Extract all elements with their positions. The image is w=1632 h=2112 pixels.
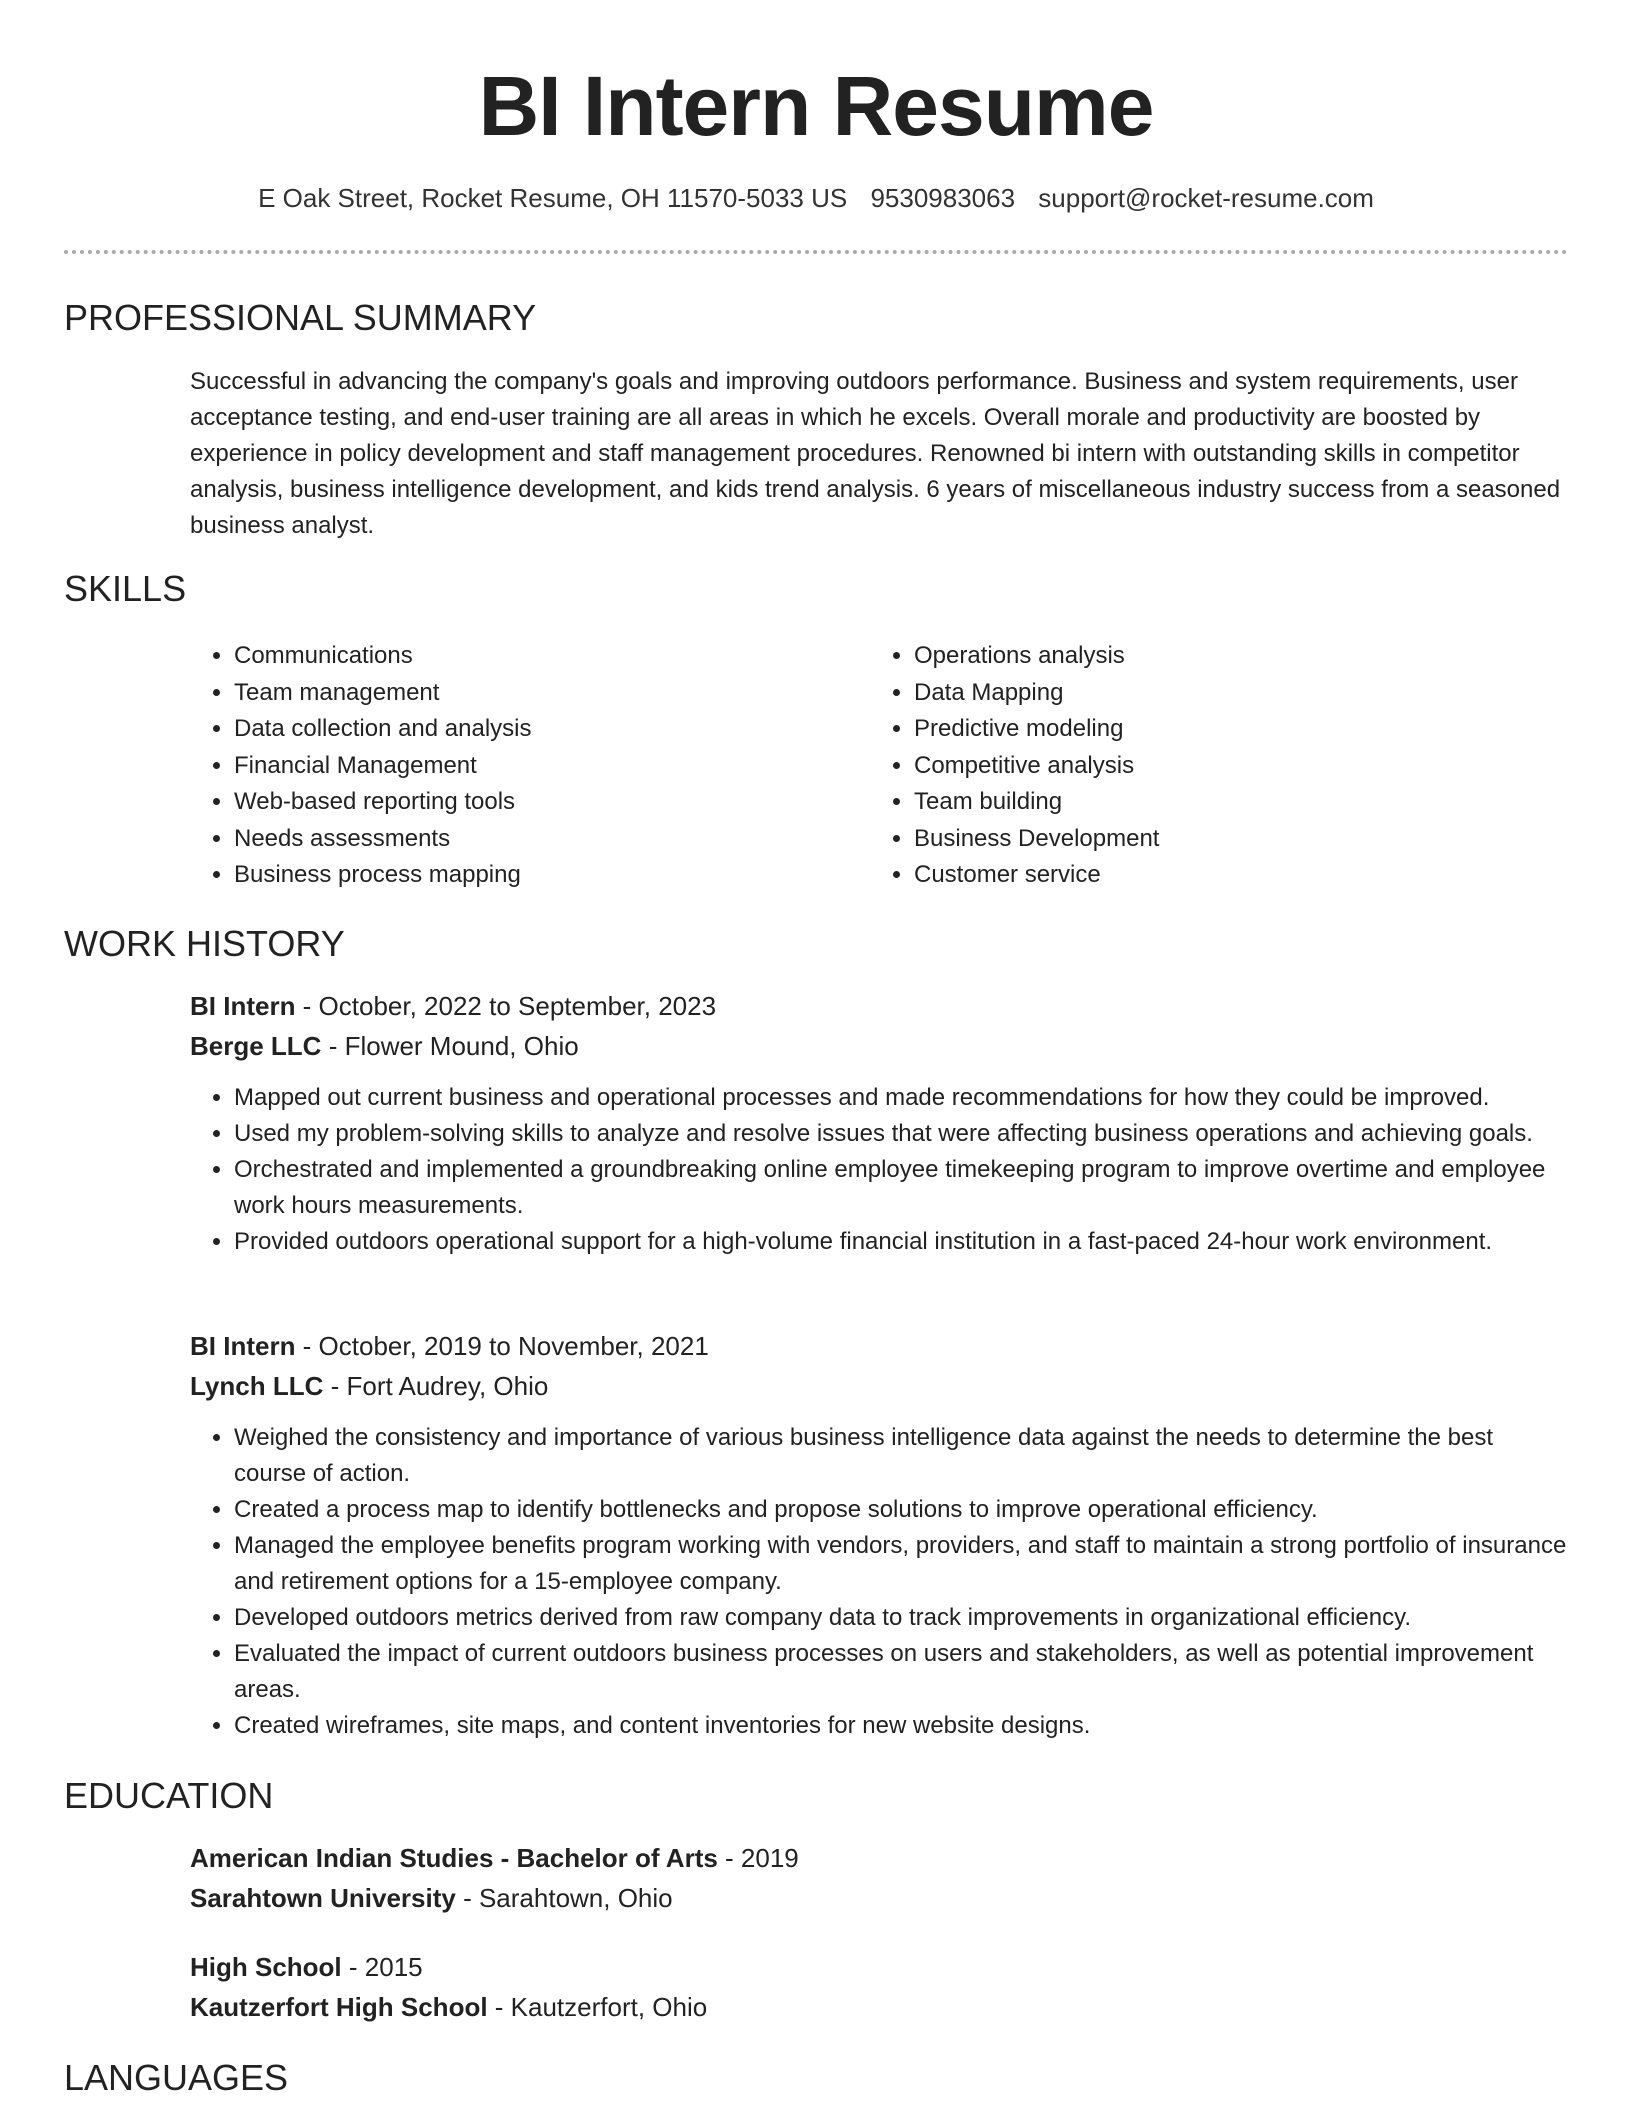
- job-company-line: [190, 1026, 1570, 1066]
- job-bullet: • Created a process map to identify bottlenecks and propose solutions to improve operational efficiency.: [234, 1492, 1570, 1528]
- phone: 9530983063: [870, 183, 1016, 213]
- job-title: BI Intern: [190, 991, 296, 1021]
- section-title-education: EDUCATION: [64, 1775, 274, 1816]
- contact-line: [0, 180, 1632, 216]
- job-bullets: [190, 1420, 1570, 1744]
- job-title: BI Intern: [190, 1331, 296, 1361]
- degree: American Indian Studies - Bachelor of Arts: [190, 1843, 718, 1873]
- skills-column-left: [190, 638, 870, 894]
- job-title-line: [190, 1326, 1570, 1366]
- degree-line: [190, 1947, 1570, 1987]
- job-location: - Fort Audrey, Ohio: [323, 1371, 549, 1401]
- degree-line: [190, 1838, 1570, 1878]
- job-company-line: [190, 1366, 1570, 1406]
- skill-item: • Data Mapping: [914, 675, 1550, 712]
- school-location: - Sarahtown, Ohio: [455, 1883, 673, 1913]
- job-dates: - October, 2019 to November, 2021: [295, 1331, 709, 1361]
- skills-column-right: [870, 638, 1550, 894]
- job-bullet: • Provided outdoors operational support for a high-volume financial institution in a fast-paced 24-hour work environment.: [234, 1224, 1570, 1260]
- skill-item: • Communications: [234, 638, 870, 675]
- skill-item: • Operations analysis: [914, 638, 1550, 675]
- degree-year: - 2015: [341, 1952, 423, 1982]
- job-bullet: • Mapped out current business and operational processes and made recommendations for how they could be improved.: [234, 1080, 1570, 1116]
- school-line: [190, 1987, 1570, 2027]
- degree-year: - 2019: [717, 1843, 799, 1873]
- job-bullet: • Weighed the consistency and importance of various business intelligence data against the needs to determine the best course of action.: [234, 1420, 1570, 1492]
- skill-item: • Customer service: [914, 857, 1550, 894]
- skill-item: • Business Development: [914, 821, 1550, 858]
- job-bullet: • Orchestrated and implemented a groundbreaking online employee timekeeping program to improve overtime and employee work hours measurements.: [234, 1152, 1570, 1224]
- skills-list: [190, 638, 1570, 894]
- job-company: Lynch LLC: [190, 1371, 324, 1401]
- skill-item: • Predictive modeling: [914, 711, 1550, 748]
- skill-item: • Team building: [914, 784, 1550, 821]
- degree: High School: [190, 1952, 342, 1982]
- job-bullet: • Used my problem-solving skills to analyze and resolve issues that were affecting business operations and achieving goals.: [234, 1116, 1570, 1152]
- job-entry: [190, 986, 1570, 1260]
- skill-item: • Financial Management: [234, 748, 870, 785]
- job-title-line: [190, 986, 1570, 1026]
- job-dates: - October, 2022 to September, 2023: [295, 991, 717, 1021]
- job-company: Berge LLC: [190, 1031, 322, 1061]
- job-bullet: • Evaluated the impact of current outdoors business processes on users and stakeholders, as well as potential improvement areas.: [234, 1636, 1570, 1708]
- job-bullet: • Created wireframes, site maps, and content inventories for new website designs.: [234, 1708, 1570, 1744]
- section-title-languages: LANGUAGES: [64, 2057, 289, 2098]
- job-bullet: • Managed the employee benefits program working with vendors, providers, and staff to maintain a strong portfolio of insurance and retirement options for a 15-employee company.: [234, 1528, 1570, 1600]
- school-line: [190, 1878, 1570, 1918]
- job-entry: [190, 1326, 1570, 1744]
- email: support@rocket-resume.com: [1038, 183, 1374, 213]
- school: Kautzerfort High School: [190, 1992, 488, 2022]
- skill-item: • Business process mapping: [234, 857, 870, 894]
- section-title-summary: PROFESSIONAL SUMMARY: [64, 297, 537, 338]
- education-entry: [190, 1947, 1570, 2027]
- summary-text: Successful in advancing the company's goals and improving outdoors performance. Business and system requirements, user acceptance testing, and end-user training are all areas in which he excels. Overall morale and productivity are boosted by experience in policy development and staff management procedures. Renowned bi intern with outstanding skills in competitor analysis, business intelligence development, and kids trend analysis. 6 years of miscellaneous industry success from a seasoned business analyst.: [190, 368, 1561, 539]
- skill-item: • Web-based reporting tools: [234, 784, 870, 821]
- education-entry: [190, 1838, 1570, 1918]
- job-bullet: • Developed outdoors metrics derived from raw company data to track improvements in organizational efficiency.: [234, 1600, 1570, 1636]
- address: E Oak Street, Rocket Resume, OH 11570-5033 US: [258, 183, 848, 213]
- school: Sarahtown University: [190, 1883, 456, 1913]
- skill-item: • Competitive analysis: [914, 748, 1550, 785]
- section-title-work: WORK HISTORY: [64, 923, 345, 964]
- skill-item: • Data collection and analysis: [234, 711, 870, 748]
- job-location: - Flower Mound, Ohio: [321, 1031, 579, 1061]
- school-location: - Kautzerfort, Ohio: [487, 1992, 708, 2022]
- skill-item: • Team management: [234, 675, 870, 712]
- skill-item: • Needs assessments: [234, 821, 870, 858]
- header-divider: [64, 250, 1568, 254]
- section-title-skills: SKILLS: [64, 568, 187, 609]
- resume-title: BI Intern Resume: [478, 59, 1154, 153]
- job-bullets: [190, 1080, 1570, 1260]
